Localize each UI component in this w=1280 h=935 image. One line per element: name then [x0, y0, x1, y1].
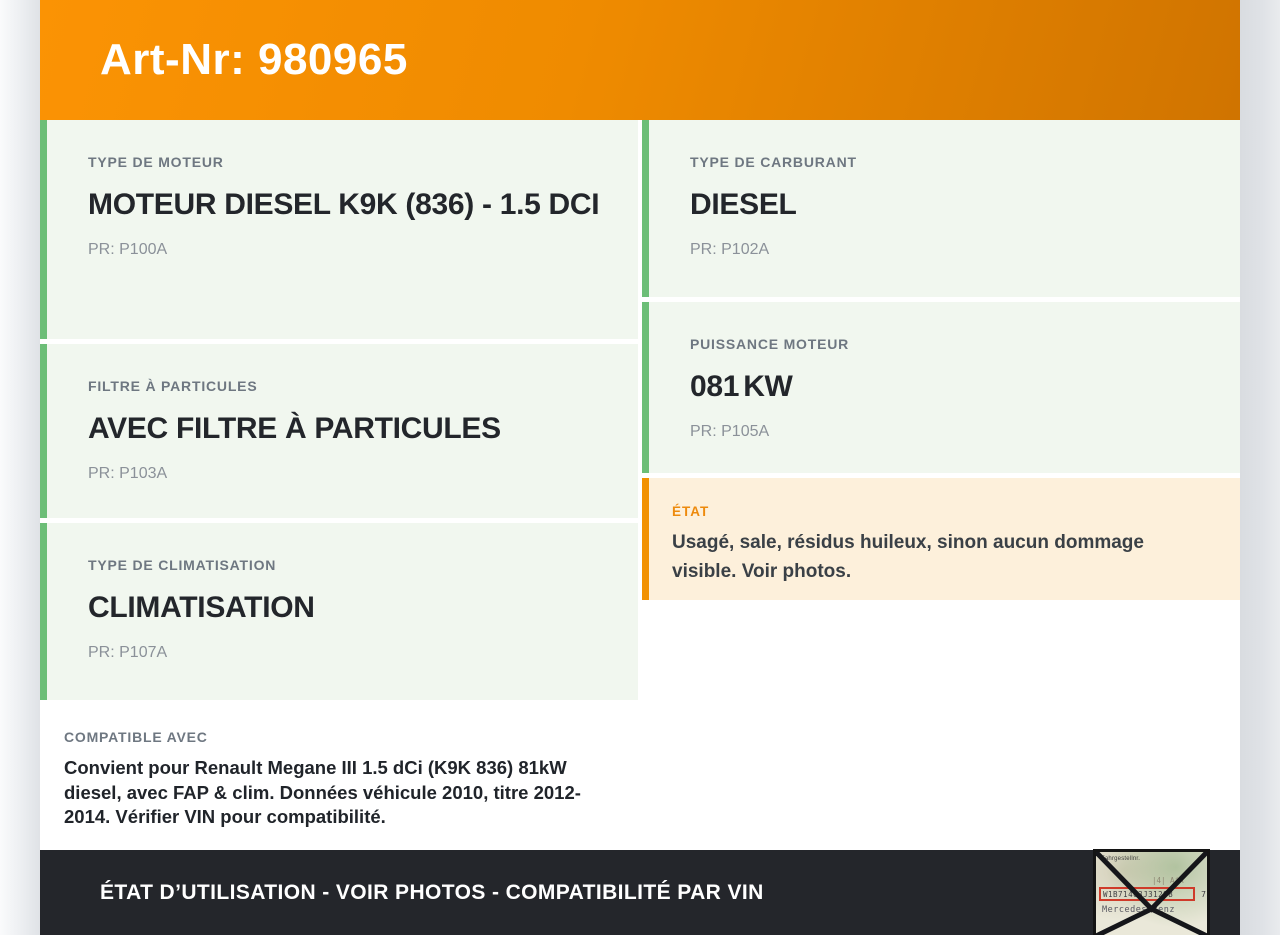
spec-label: TYPE DE CARBURANT [690, 154, 857, 170]
spec-value: DIESEL [690, 188, 797, 221]
spec-card-engine-type [40, 120, 638, 339]
spec-card-particle-filter [40, 344, 638, 518]
registration-document-thumbnail [1093, 849, 1210, 935]
spec-value: AVEC FILTRE À PARTICULES [88, 412, 501, 445]
spec-label: TYPE DE MOTEUR [88, 154, 224, 170]
condition-card [642, 478, 1240, 600]
vin-check-digit: 7 [1201, 890, 1206, 899]
compatibility-label: COMPATIBLE AVEC [64, 729, 208, 745]
spec-pr-code: PR: P100A [88, 241, 168, 258]
spec-value: 081 KW [690, 370, 793, 403]
column-right [642, 120, 1240, 850]
spec-card-engine-power [642, 302, 1240, 473]
vin-text: W1B71463J31298 [1103, 889, 1174, 899]
spec-pr-code: PR: P102A [690, 241, 770, 258]
envelope-x-icon [1096, 852, 1207, 935]
compatibility-text: Convient pour Renault Megane III 1.5 dCi (K9K 836) 81kW diesel, avec FAP & clim. Données véhicule 2010, titre 2012-2014. Vérifier VIN pour compatibilité. [64, 757, 581, 827]
content-area [40, 0, 1240, 850]
spec-card-climate-type [40, 523, 638, 700]
page-margin-right [1240, 0, 1280, 935]
column-left [40, 120, 638, 850]
condition-text: Usagé, sale, résidus huileux, sinon aucun dommage visible. Voir photos. [672, 532, 1144, 582]
spec-pr-code: PR: P107A [88, 644, 168, 661]
spec-pr-code: PR: P103A [88, 465, 168, 482]
footer-banner [40, 850, 1240, 935]
article-number-title: Art-Nr: 980965 [100, 35, 408, 84]
spec-card-fuel-type [642, 120, 1240, 297]
spec-label: FILTRE À PARTICULES [88, 378, 258, 394]
spec-label: TYPE DE CLIMATISATION [88, 557, 277, 573]
header-banner [40, 0, 1240, 120]
page-margin-left [0, 0, 40, 935]
chassis-number-label: Fahrgestellnr. [1101, 856, 1141, 862]
footer-text: ÉTAT D’UTILISATION - VOIR PHOTOS - COMPATIBILITÉ PAR VIN [100, 880, 764, 904]
vehicle-brand-text: Mercedes-Benz [1102, 905, 1176, 915]
spec-label: PUISSANCE MOTEUR [690, 336, 850, 352]
spec-columns [40, 120, 1240, 850]
condition-label: ÉTAT [672, 504, 710, 519]
spec-value: CLIMATISATION [88, 591, 315, 624]
spec-value: MOTEUR DIESEL K9K (836) - 1.5 DCI [88, 188, 600, 221]
compatibility-card [40, 705, 638, 845]
spec-pr-code: PR: P105A [690, 423, 770, 440]
document-row-hint: |4| AjA [1152, 876, 1184, 885]
